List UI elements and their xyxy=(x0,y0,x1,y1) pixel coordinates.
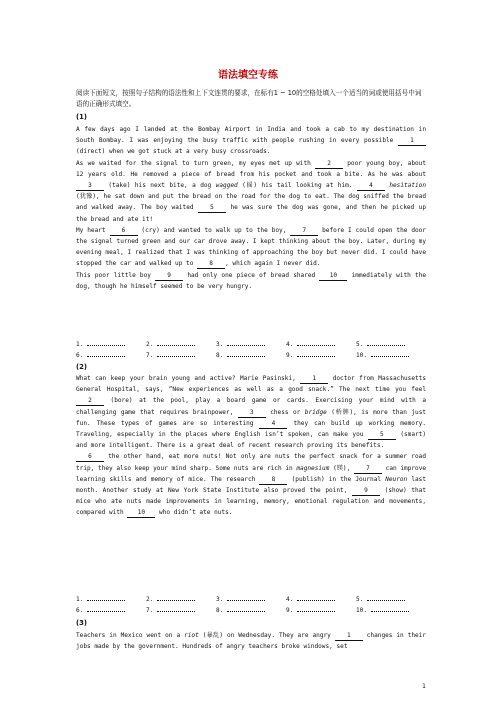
text: the other hand, eat more nuts! Not only are nuts the perfect snack for a summer road trip, they also keep your mind sharp. Some nuts are rich in xyxy=(76,453,426,472)
page-title: 语法填空专练 xyxy=(218,70,278,81)
passage-heading-1: (1) xyxy=(76,113,87,121)
blank[interactable]: 2 xyxy=(315,160,343,169)
blank[interactable]: 6 xyxy=(76,453,104,462)
answer-slot[interactable]: 7. xyxy=(146,350,216,361)
blank[interactable]: 3 xyxy=(76,182,104,191)
text: Neuron xyxy=(385,475,408,483)
answer-slot[interactable]: 2. xyxy=(146,339,216,350)
text: (smart) and more intelligent. There is a great deal of recent research proving its benefits. xyxy=(76,431,426,450)
blank[interactable]: 4 xyxy=(357,182,385,191)
blank[interactable]: 10 xyxy=(127,509,155,518)
answer-slot[interactable]: 2. xyxy=(146,594,216,605)
answer-row xyxy=(76,605,426,616)
text: Teachers in Mexico went on a xyxy=(76,632,181,639)
text: As we waited for the signal to turn green, my eyes met up with xyxy=(76,159,311,167)
text: (暴乱) on Wednesday. They are angry xyxy=(202,632,331,639)
text: (show) that mice who ate nuts made improvements in learning, memory, emotional regulation and movements, compared with xyxy=(76,487,426,517)
blank[interactable]: 6 xyxy=(110,227,138,236)
blank[interactable]: 7 xyxy=(354,465,382,474)
text: (cry) and wanted to walk up to the boy, xyxy=(141,226,287,234)
text: he was sure the dog was gone, and then he picked up the bread and ate it! xyxy=(76,204,427,223)
text: (摇) his tail looking at him. xyxy=(242,182,353,190)
answer-sheet-2 xyxy=(76,594,426,616)
passage-heading-3: (3) xyxy=(76,619,87,627)
text: (镁), xyxy=(333,464,351,472)
text: (take) his next bite, a dog xyxy=(108,182,212,190)
text: My heart xyxy=(76,226,106,234)
text: bridge xyxy=(304,408,327,416)
text: (publish) in the Journal xyxy=(291,475,382,483)
answer-sheet-1 xyxy=(76,339,426,361)
answer-slot[interactable]: 5. xyxy=(356,594,426,605)
text: before I could open the door the signal turned green and our car drove away. I kept thinking about the boy. Later, during my evening meal, I realized that I was thinking of approaching the boy but never did. I could have stopped the car and walked up to xyxy=(76,226,427,268)
answer-slot[interactable]: 9. xyxy=(286,350,356,361)
blank[interactable]: 10 xyxy=(319,272,347,281)
text: changes in their jobs made by the government. Hundreds of angry teachers broke windows, set xyxy=(76,632,427,651)
answer-slot[interactable]: 4. xyxy=(286,594,356,605)
answer-slot[interactable]: 10. xyxy=(356,605,426,616)
blank[interactable]: 5 xyxy=(198,204,226,213)
answer-slot[interactable]: 3. xyxy=(216,594,286,605)
text: magnesium xyxy=(296,464,330,472)
blank[interactable]: 8 xyxy=(197,260,225,269)
passage-2 xyxy=(76,373,426,519)
instructions: 阅读下面短文，按照句子结构的语法性和上下文连贯的要求，在标有1 ~ 10的空格处填入一个适当的词或使用括号中词语的正确形式填空。 xyxy=(76,89,422,108)
passage-1 xyxy=(76,124,426,292)
text: wagged xyxy=(215,182,238,190)
blank[interactable]: 8 xyxy=(259,476,287,485)
text: What can keep your brain young and active? Marie Pasinski, xyxy=(76,375,296,382)
blank[interactable]: 1 xyxy=(300,375,328,384)
text: This poor little boy xyxy=(76,271,151,279)
answer-slot[interactable]: 7. xyxy=(146,605,216,616)
text: last month. Another study at New York State Institute also proved the point, xyxy=(76,475,427,495)
blank[interactable]: 4 xyxy=(259,420,287,429)
passage-heading-2: (2) xyxy=(76,363,87,371)
blank[interactable]: 5 xyxy=(368,431,396,440)
text: had only one piece of bread shared xyxy=(187,271,316,279)
text: can improve learning skills and memory of mice. The research xyxy=(76,464,427,483)
text: doctor from Massachusetts General Hospital, says, “New experiences as well as a good snack.” The next time you feel xyxy=(76,375,426,394)
answer-slot[interactable]: 8. xyxy=(216,350,286,361)
blank[interactable]: 7 xyxy=(290,227,318,236)
page-number: 1 xyxy=(422,683,426,690)
answer-slot[interactable]: 5. xyxy=(356,339,426,350)
text: who didn’t ate nuts. xyxy=(159,509,233,517)
blank[interactable]: 1 xyxy=(335,632,363,641)
answer-row xyxy=(76,339,426,350)
answer-row xyxy=(76,350,426,361)
blank[interactable]: 9 xyxy=(352,487,380,496)
text: they can build up working memory. Traveling, especially in the places where English isn’t spoken, can make you xyxy=(76,419,426,439)
text: riot xyxy=(184,632,199,639)
text: (bore) at the pool, play a board game or cards. Exercising your mind with a challenging game that requires brainpower, xyxy=(76,397,426,416)
blank[interactable]: 9 xyxy=(155,272,183,281)
answer-slot[interactable]: 4. xyxy=(286,339,356,350)
answer-slot[interactable]: 1. xyxy=(76,594,146,605)
answer-slot[interactable]: 9. xyxy=(286,605,356,616)
text: hesitation xyxy=(389,182,427,190)
text: poor young boy, about 12 years old. He removed a piece of bread from his pocket and took a bite. As he was about xyxy=(76,159,426,178)
text: (direct) when we got stuck at a very busy crossroads. xyxy=(76,148,271,156)
blank[interactable]: 2 xyxy=(76,397,104,406)
text: A few days ago I landed at the Bombay Airport in India and took a cab to my destination in South Bombay. I was enjoying the busy traffic with people rushing in every possible xyxy=(76,126,426,145)
text: (桥牌), is more than just fun. These types of games are so interesting xyxy=(76,408,427,427)
answer-slot[interactable]: 6. xyxy=(76,350,146,361)
answer-slot[interactable]: 8. xyxy=(216,605,286,616)
answer-slot[interactable]: 6. xyxy=(76,605,146,616)
passage-3 xyxy=(76,630,426,652)
answer-slot[interactable]: 1. xyxy=(76,339,146,350)
answer-slot[interactable]: 10. xyxy=(356,350,426,361)
text: (犹豫), he sat down and put the bread on the road for the dog to eat. The dog sniffed the bread and walked away. The boy waited xyxy=(76,193,426,212)
text: immediately with the dog, though he himself seemed to be very hungry. xyxy=(76,271,427,290)
text: chess or xyxy=(270,408,301,416)
text: , which again I never did. xyxy=(225,260,321,268)
blank[interactable]: 1 xyxy=(398,137,426,146)
answer-slot[interactable]: 3. xyxy=(216,339,286,350)
answer-row xyxy=(76,594,426,605)
blank[interactable]: 3 xyxy=(238,409,266,418)
